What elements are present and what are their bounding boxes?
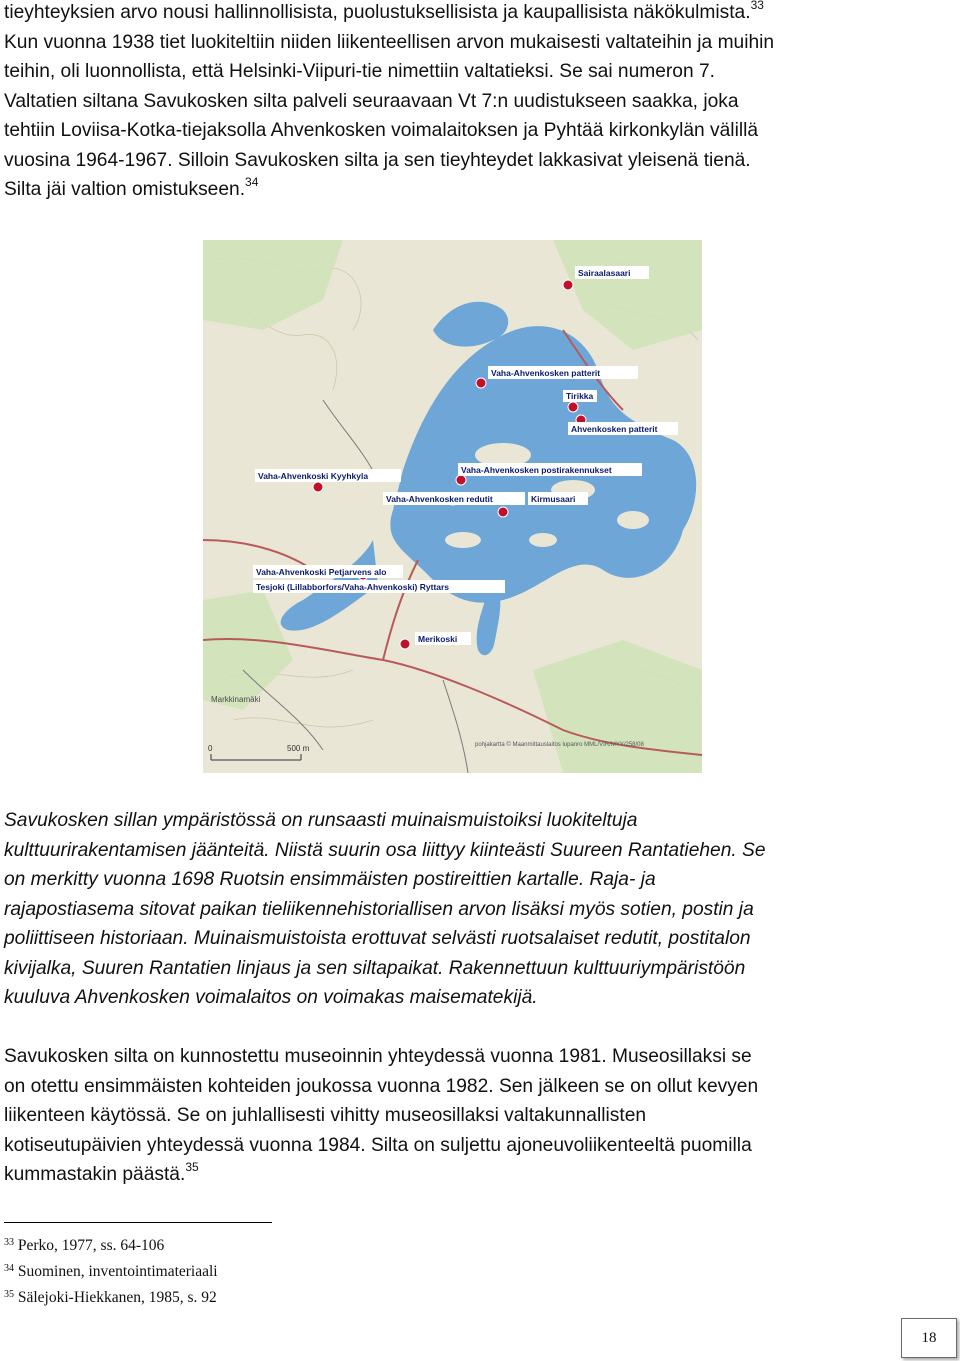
text-line: liikenteen käytössä. Se on juhlallisesti vihitty museosillaksi valtakunnallisten [4,1105,647,1126]
label-merikoski: Merikoski [418,634,458,644]
label-tesjoki: Tesjoki (Lillabborfors/Vaha-Ahvenkoski) Ryttars [256,582,450,592]
marker-kyyhkyla [313,482,323,492]
marker-postirakennukset [456,475,466,485]
marker-merikoski [400,639,410,649]
map-figure [203,240,702,773]
label-kyyhkyla: Vaha-Ahvenkoski Kyyhkyla [258,471,369,481]
map-credit: pohjakartta © Maanmittauslaitos lupanro MML/VIR/MYY/258/08 [475,742,644,748]
label-tirikka: Tirikka [566,391,594,401]
map-caption [4,806,934,1013]
text-line: on merkitty vuonna 1698 Ruotsin ensimmäisten postireittien kartalle. Raja- ja [4,869,656,890]
marker-vaha-ahvenkosken-patterit [476,378,486,388]
label-kirmusaari: Kirmusaari [531,494,576,504]
text-line: kummastakin päästä.$^{35}$ [4,1160,199,1185]
footnote-35: $^{35}$ Sälejoki-Hiekkanen, 1985, s. 92 [4,1289,217,1306]
paragraph-road-history [4,0,934,205]
text-line: Silta jäi valtion omistukseen.$^{34}$ [4,175,259,200]
marker-kirmusaari [498,507,508,517]
paragraph-museum-bridge [4,1042,934,1190]
text-line: Kun vuonna 1938 tiet luokiteltiin niiden liikenteellisen arvon mukaisesti valtateihin ja muihin [4,31,775,53]
label-postirakennukset: Vaha-Ahvenkosken postirakennukset [461,465,612,475]
text-line: kivijalka, Suuren Rantatien linjaus ja sen siltapaikat. Rakennettuun kulttuuriympäristöön [4,957,746,979]
text-line: poliittiseen historiaan. Muinaismuistoista erottuvat selvästi ruotsalaiset redutit, postitalon [4,928,751,949]
text-line: tehtiin Loviisa-Kotka-tiejaksolla Ahvenkosken voimalaitoksen ja Pyhtää kirkonkylän välillä [4,120,759,141]
label-petjarvens-alo: Vaha-Ahvenkoski Petjarvens alo [256,567,387,577]
page-number: 18 [901,1318,957,1358]
footnote-separator [4,1222,272,1223]
footnote-ref-34: 34 [245,175,259,189]
text-line: kotiseutupäivien yhteydessä vuonna 1984. Silta on suljettu ajoneuvoliikenteeltä puomilla [4,1134,752,1156]
text-line: on otettu ensimmäisten kohteiden joukossa vuonna 1982. Sen jälkeen se on ollut kevyen [4,1075,759,1097]
text-line: rajapostiasema sitovat paikan tieliikennehistoriallisen arvon lisäksi myös sotien, postin ja [4,898,754,920]
text-line: teihin, oli luonnollista, että Helsinki-Viipuri-tie nimettiin valtatieksi. Se sai numeron 7. [4,61,715,82]
text-line: kuuluva Ahvenkosken voimalaitos on voimakas maisematekijä. [4,987,538,1008]
label-sairaalasaari: Sairaalasaari [578,268,631,278]
footnote-34: $^{34}$ Suominen, inventointimateriaali [4,1263,218,1280]
label-ahvenkosken-patterit: Ahvenkosken patterit [571,424,658,434]
footnote-ref-33: 33 [750,0,764,12]
text-line: Valtatien siltana Savukosken silta palveli seuraavaan Vt 7:n uudistukseen saakka, joka [4,90,739,112]
text-line: tieyhteyksien arvo nousi hallinnollisista, puolustuksellisista ja kaupallisista näkökulmista.$^{33}$ [4,0,764,23]
footnote-ref-35: 35 [185,1160,199,1174]
label-vaha-ahvenkosken-patterit: Vaha-Ahvenkosken patterit [491,368,601,378]
marker-tirikka [568,402,578,412]
text-line: kulttuurirakentamisen jäänteitä. Niistä suurin osa liittyy kiinteästi Suureen Rantatiehen. Se [4,839,766,861]
scale-label-0: 0 [208,744,213,753]
scale-label-500: 500 m [287,744,310,753]
label-markkinamaki: Markkinamäki [211,695,261,704]
footnote-33: $^{33}$ Perko, 1977, ss. 64-106 [4,1237,165,1254]
marker-sairaalasaari [563,280,573,290]
text-line: Savukosken silta on kunnostettu museoinnin yhteydessä vuonna 1981. Museosillaksi se [4,1046,752,1067]
label-redutit: Vaha-Ahvenkosken redutit [386,494,493,504]
text-line: vuosina 1964-1967. Silloin Savukosken silta ja sen tieyhteydet lakkasivat yleisenä tienä. [4,149,751,171]
text-line: Savukosken sillan ympäristössä on runsaasti muinaismuistoiksi luokiteltuja [4,810,638,831]
